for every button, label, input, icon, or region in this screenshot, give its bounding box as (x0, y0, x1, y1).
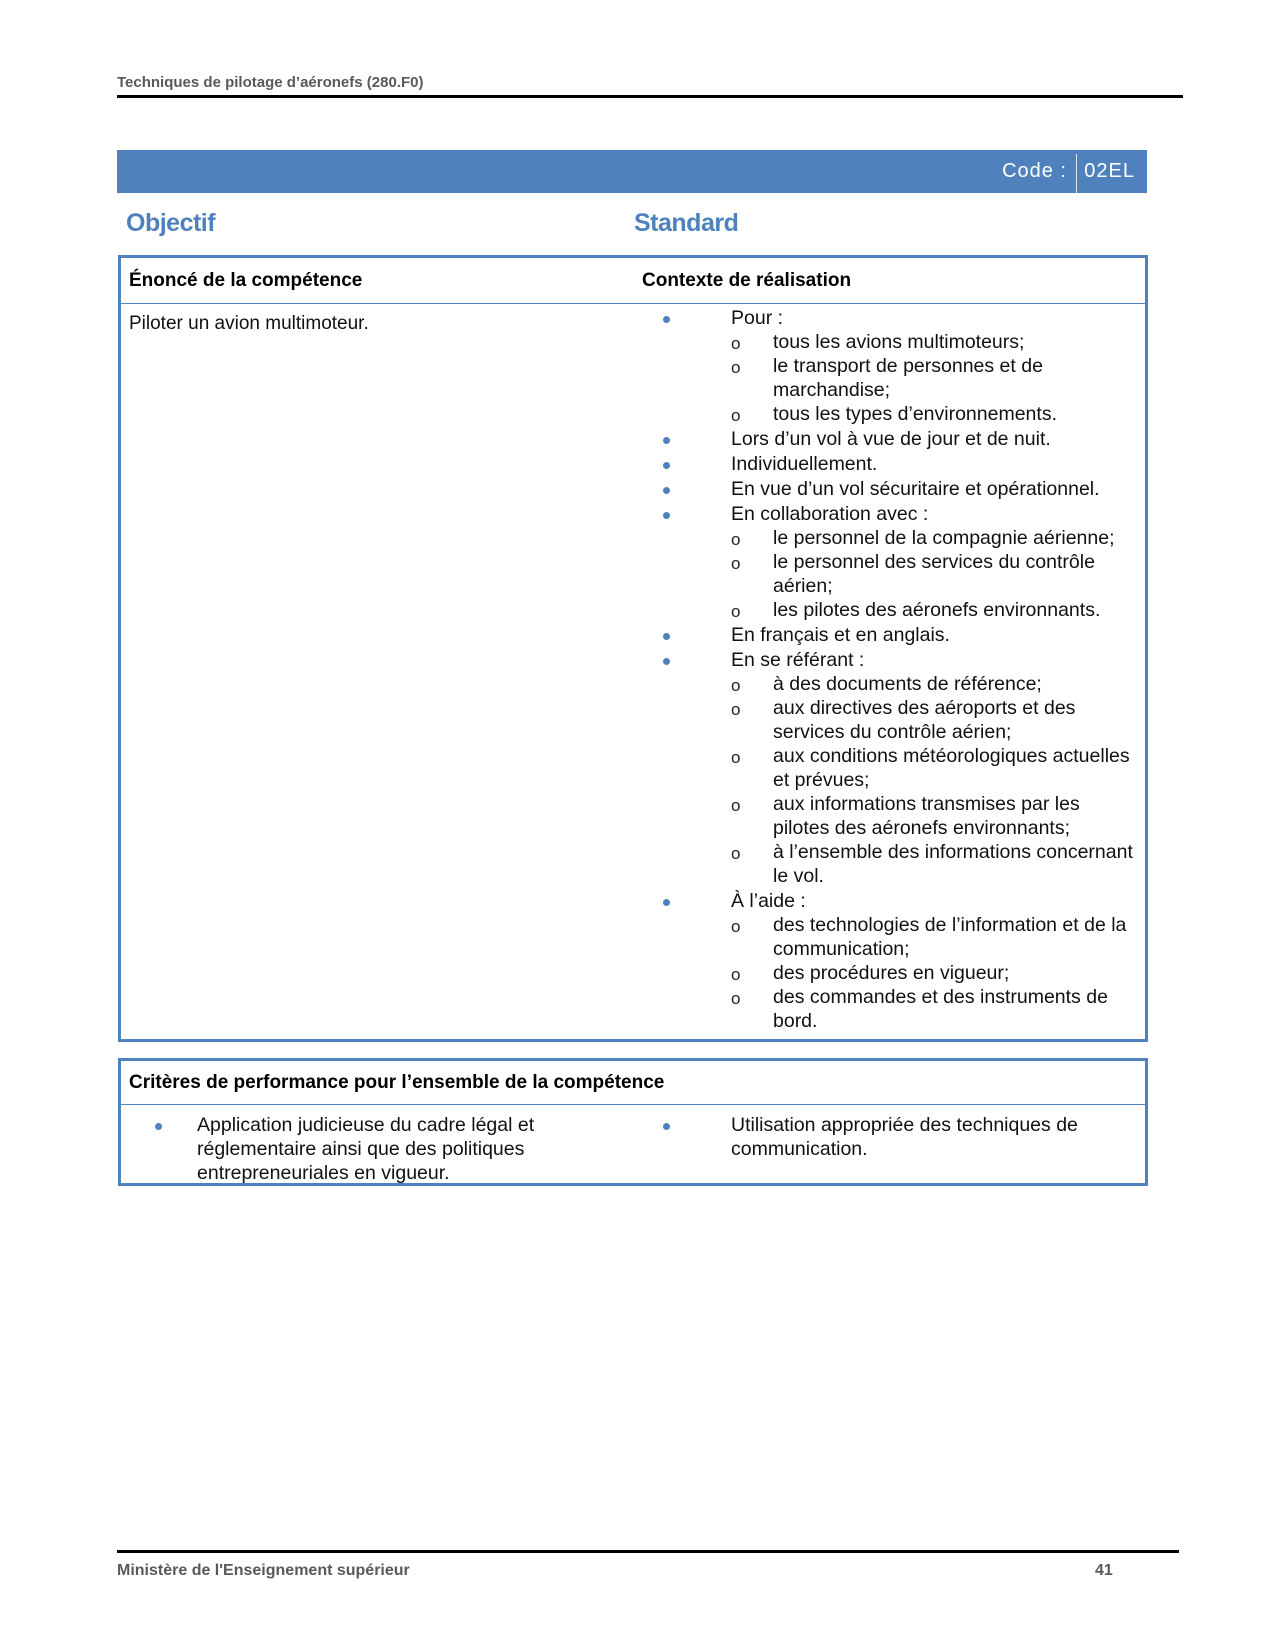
context-sub-item-text: aux informations transmises par les pilotes des aéronefs environnants; (773, 793, 1080, 839)
bullet-icon (663, 316, 670, 323)
context-sub-item (661, 696, 1141, 744)
context-sub-item-text: des technologies de l’information et de la communication; (773, 914, 1127, 960)
context-sub-item (661, 526, 1141, 550)
enonce-heading: Énoncé de la compétence (129, 270, 363, 291)
context-item-text: Individuellement. (731, 453, 878, 475)
code-bar (117, 150, 1147, 193)
bullet-icon (155, 1123, 162, 1130)
context-sub-item-text: aux directives des aéroports et des services du contrôle aérien; (773, 697, 1076, 743)
context-item-text: Pour : (731, 307, 784, 329)
context-list-item (661, 477, 1141, 501)
context-sub-item-text: à des documents de référence; (773, 673, 1042, 695)
code-label: Code : (1002, 160, 1067, 182)
circle-bullet-icon: o (731, 989, 741, 1008)
circle-bullet-icon: o (731, 530, 741, 549)
criteria-item-right (661, 1113, 1131, 1161)
context-item-text: En collaboration avec : (731, 503, 929, 525)
context-sub-item (661, 550, 1141, 598)
context-list-item (661, 427, 1141, 451)
circle-bullet-icon: o (731, 965, 741, 984)
context-item-text: En se référant : (731, 649, 865, 671)
context-item-text: Lors d’un vol à vue de jour et de nuit. (731, 428, 1051, 450)
context-sub-item-text: à l’ensemble des informations concernant le vol. (773, 841, 1133, 887)
code-divider (1076, 154, 1077, 194)
context-item-text: En vue d’un vol sécuritaire et opérationnel. (731, 478, 1100, 500)
footer-ministry: Ministère de l'Enseignement supérieur (117, 1562, 410, 1579)
context-list-item (661, 648, 1141, 888)
context-sub-item (661, 672, 1141, 696)
bullet-icon (663, 437, 670, 444)
context-list (661, 306, 1141, 1034)
context-sub-item-text: le personnel des services du contrôle aérien; (773, 551, 1095, 597)
bullet-icon (663, 512, 670, 519)
page-number: 41 (1095, 1562, 1113, 1579)
context-sub-item (661, 744, 1141, 792)
criteria-item-left (153, 1113, 573, 1185)
context-sub-item-text: tous les avions multimoteurs; (773, 331, 1025, 353)
context-sub-item (661, 330, 1141, 354)
context-sub-item-text: le personnel de la compagnie aérienne; (773, 527, 1115, 549)
context-sub-item (661, 792, 1141, 840)
circle-bullet-icon: o (731, 796, 741, 815)
criteria-header (121, 1061, 1145, 1105)
circle-bullet-icon: o (731, 844, 741, 863)
bullet-icon (663, 899, 670, 906)
context-sub-item-text: les pilotes des aéronefs environnants. (773, 599, 1101, 621)
bullet-icon (663, 633, 670, 640)
circle-bullet-icon: o (731, 406, 741, 425)
header-rule (117, 95, 1183, 98)
context-list-item (661, 306, 1141, 426)
criteria-text-left: Application judicieuse du cadre légal et réglementaire ainsi que des politiques entrepreneuriales en vigueur. (197, 1114, 535, 1184)
circle-bullet-icon: o (731, 700, 741, 719)
context-item-text: À l’aide : (731, 890, 806, 912)
circle-bullet-icon: o (731, 554, 741, 573)
context-sub-item (661, 402, 1141, 426)
circle-bullet-icon: o (731, 917, 741, 936)
bullet-icon (663, 487, 670, 494)
standard-title: Standard (634, 209, 739, 237)
contexte-heading: Contexte de réalisation (642, 270, 852, 291)
competence-statement: Piloter un avion multimoteur. (129, 313, 369, 334)
context-list-item (661, 502, 1141, 622)
circle-bullet-icon: o (731, 602, 741, 621)
context-sub-item (661, 961, 1141, 985)
bullet-icon (663, 462, 670, 469)
footer-rule (117, 1550, 1179, 1553)
bullet-icon (663, 1123, 670, 1130)
bullet-icon (663, 658, 670, 665)
criteria-text-right: Utilisation appropriée des techniques de communication. (731, 1114, 1078, 1160)
context-sub-item-text: des procédures en vigueur; (773, 962, 1010, 984)
context-sub-item-text: aux conditions météorologiques actuelles et prévues; (773, 745, 1130, 791)
context-sub-item-text: le transport de personnes et de marchandise; (773, 355, 1043, 401)
context-sub-item (661, 598, 1141, 622)
objectif-title: Objectif (126, 209, 216, 237)
context-sub-item (661, 840, 1141, 888)
context-sub-item (661, 354, 1141, 402)
circle-bullet-icon: o (731, 334, 741, 353)
context-sub-item (661, 985, 1141, 1033)
document-header-title: Techniques de pilotage d’aéronefs (280.F0) (117, 74, 424, 91)
context-item-text: En français et en anglais. (731, 624, 950, 646)
context-sub-item-text: tous les types d’environnements. (773, 403, 1057, 425)
circle-bullet-icon: o (731, 358, 741, 377)
context-sub-item-text: des commandes et des instruments de bord. (773, 986, 1108, 1032)
competence-table (118, 255, 1148, 1042)
circle-bullet-icon: o (731, 748, 741, 767)
code-value: 02EL (1084, 160, 1135, 182)
context-list-item (661, 452, 1141, 476)
circle-bullet-icon: o (731, 676, 741, 695)
context-list-item (661, 889, 1141, 1033)
criteria-table (118, 1058, 1148, 1186)
competence-table-header (121, 258, 1145, 304)
context-list-item (661, 623, 1141, 647)
criteria-heading: Critères de performance pour l’ensemble de la compétence (129, 1072, 665, 1093)
context-sub-item (661, 913, 1141, 961)
